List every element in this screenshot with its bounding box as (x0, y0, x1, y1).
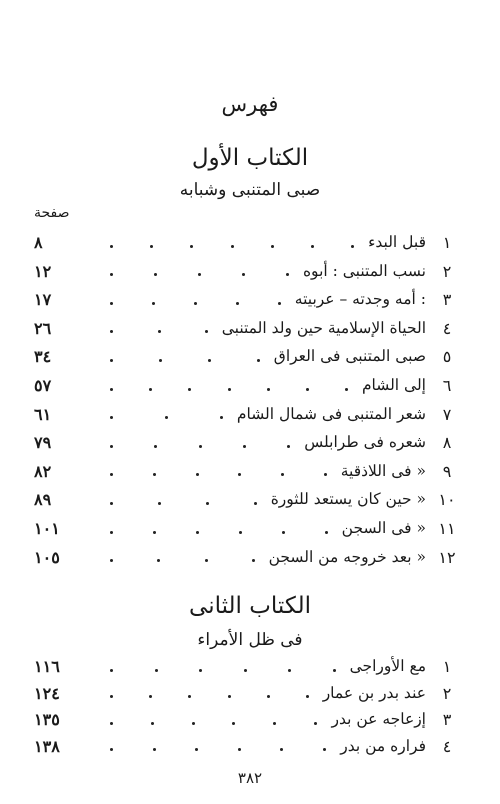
entry-page-number: ١٢٤ (34, 683, 60, 703)
entry-page-number: ١٧ (34, 290, 52, 310)
dot-leader (110, 657, 336, 683)
toc-entry (30, 490, 460, 516)
entry-page-number: ٢٦ (34, 318, 52, 338)
toc-entry (30, 290, 460, 316)
entry-page-number: ٣٤ (34, 347, 52, 367)
book-1-subtitle: صبى المتنبى وشبابه (179, 180, 321, 200)
entry-page-number: ٦١ (34, 404, 52, 424)
entry-title: الحياة الإسلامية حين ولد المتنبى (221, 318, 426, 337)
entry-number: ٣ (442, 290, 452, 310)
entry-page-number: ٨٩ (34, 490, 52, 510)
dot-leader (110, 548, 255, 574)
toc-entry (30, 376, 460, 402)
entry-page-number: ٨ (34, 233, 43, 252)
dot-leader (110, 519, 328, 545)
page-column-label: صفحة (34, 205, 70, 221)
entry-title: عند بدر بن عمار (322, 683, 426, 702)
toc-entry (30, 433, 460, 459)
book-2-subtitle: فى ظل الأمراء (197, 630, 303, 650)
entry-page-number: ١٠١ (34, 519, 60, 538)
entry-number: ٥ (442, 347, 452, 367)
index-title: فهرس (221, 92, 279, 116)
dot-leader (110, 462, 327, 488)
toc-entry (30, 710, 460, 736)
entry-page-number: ٥٧ (34, 376, 52, 395)
entry-title: شعر المتنبى فى شمال الشام (236, 404, 426, 423)
entry-title: قبل البدء (368, 233, 426, 251)
entry-page-number: ١٠٥ (34, 547, 60, 567)
entry-title: فراره من بدر (340, 736, 426, 755)
toc-entry (30, 548, 460, 574)
toc-entry (30, 319, 460, 345)
entry-title: « حين كان يستعد للثورة (270, 490, 426, 509)
book-2-title: الكتاب الثانى (189, 593, 311, 619)
entry-number: ٣ (442, 710, 452, 729)
entry-number: ٩ (442, 461, 452, 481)
entry-number: ٢ (442, 261, 452, 281)
toc-entry (30, 519, 460, 545)
entry-title: إزعاجه عن بدر (331, 710, 426, 728)
dot-leader (110, 710, 317, 736)
entry-page-number: ١٢ (34, 261, 52, 281)
dot-leader (110, 233, 354, 259)
entry-number: ٤ (442, 318, 452, 338)
entry-title: « فى السجن (341, 519, 426, 537)
entry-page-number: ١٣٥ (34, 710, 60, 729)
entry-number: ٨ (442, 433, 452, 453)
toc-entry (30, 684, 460, 710)
toc-entry (30, 262, 460, 288)
toc-entry (30, 462, 460, 488)
entry-title: مع الأوراجى (349, 657, 426, 675)
entry-number: ٤ (442, 736, 452, 756)
dot-leader (110, 405, 223, 431)
entry-number: ١٠ (438, 490, 456, 510)
entry-title: صبى المتنبى فى العراق (273, 347, 426, 366)
dot-leader (110, 684, 309, 710)
dot-leader (110, 490, 257, 516)
entry-title: : أمه وجدته – عربيته (294, 290, 426, 309)
dot-leader (110, 376, 348, 402)
dot-leader (110, 319, 208, 345)
dot-leader (110, 262, 289, 288)
entry-title: « فى اللاذقية (340, 461, 426, 480)
dot-leader (110, 290, 281, 316)
book-1-title: الكتاب الأول (191, 145, 309, 171)
entry-number: ٧ (442, 404, 452, 424)
entry-page-number: ٨٢ (34, 461, 52, 481)
entry-title: شعره فى طرابلس (304, 433, 426, 452)
toc-entry (30, 405, 460, 431)
entry-title: نسب المتنبى : أبوه (302, 261, 426, 280)
entry-number: ٦ (442, 376, 452, 395)
entry-page-number: ١١٦ (34, 657, 60, 676)
entry-page-number: ١٣٨ (34, 736, 60, 756)
dot-leader (110, 347, 260, 373)
toc-entry (30, 233, 460, 259)
toc-entry (30, 347, 460, 373)
toc-entry (30, 737, 460, 763)
page-number: ٣٨٢ (237, 769, 263, 787)
entry-title: إلى الشام (361, 376, 426, 394)
toc-entry (30, 657, 460, 683)
entry-title: « بعد خروجه من السجن (268, 547, 426, 566)
dot-leader (110, 433, 290, 459)
dot-leader (110, 737, 326, 763)
entry-page-number: ٧٩ (34, 433, 52, 453)
entry-number: ١٢ (438, 547, 456, 567)
entry-number: ١١ (438, 519, 456, 538)
entry-number: ١ (442, 657, 452, 676)
entry-number: ٢ (442, 683, 452, 703)
entry-number: ١ (442, 233, 452, 252)
